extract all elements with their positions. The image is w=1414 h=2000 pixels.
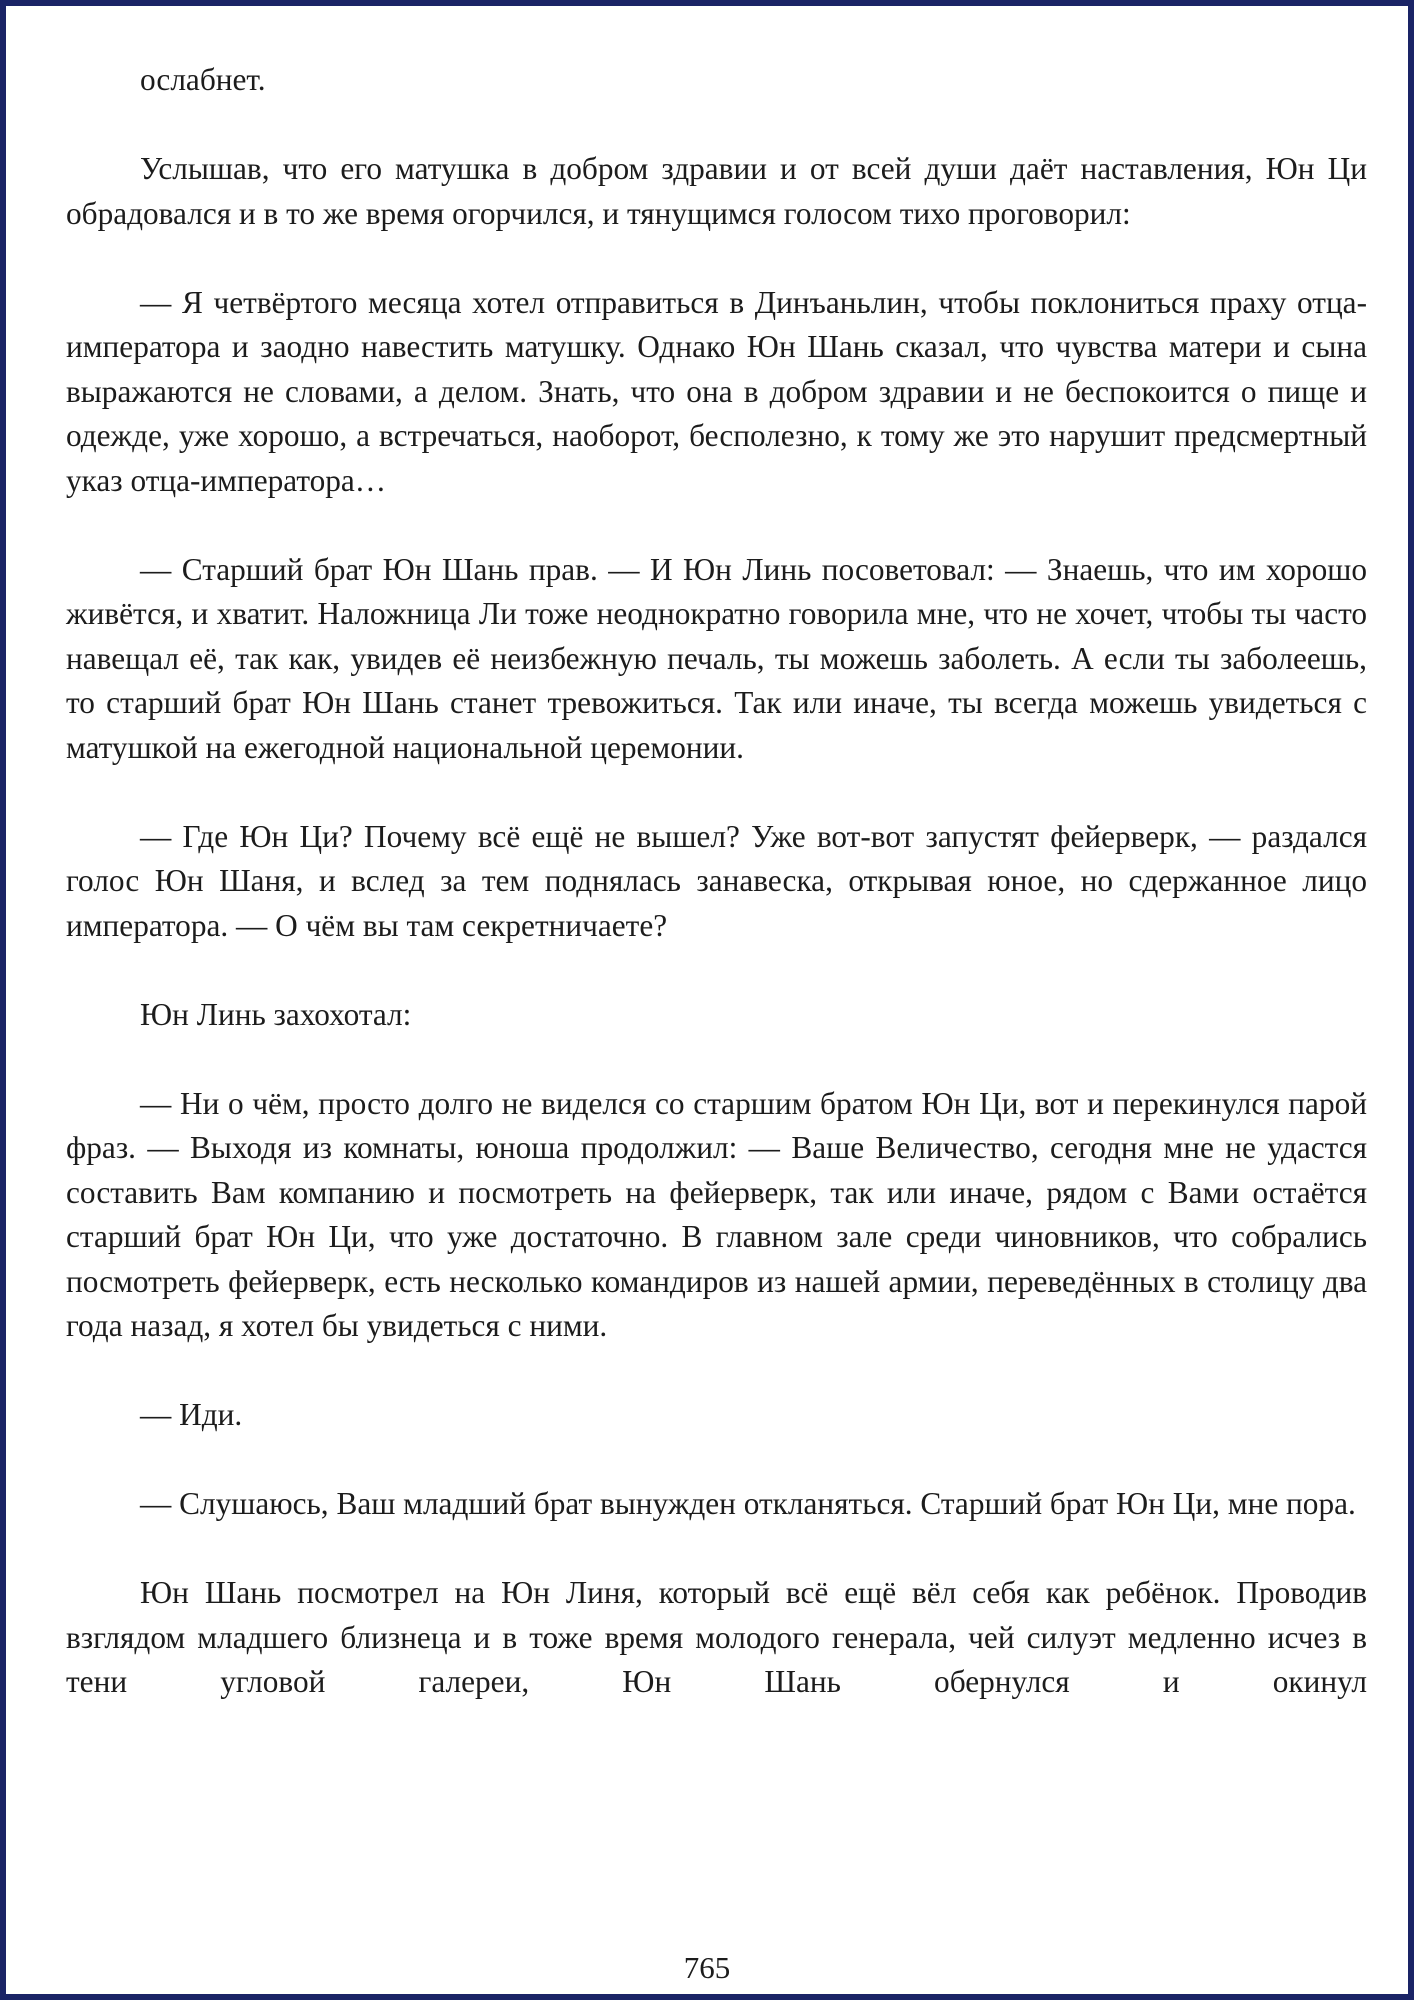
- paragraph: — Я четвёртого месяца хотел отправиться в Динъаньлин, чтобы поклониться праху отца-императора и заодно навестить матушку. Однако Юн Шань сказал, что чувства матери и сына выражаются не словами, а делом. Знать, что она в добром здравии и не беспокоится о пище и одежде, уже хорошо, а встречаться, наоборот, бесполезно, к тому же это нарушит предсмертный указ отца-императора…: [66, 284, 1367, 498]
- paragraph: Юн Шань посмотрел на Юн Линя, который всё ещё вёл себя как ребёнок. Проводив взглядом младшего близнеца и в тоже время молодого генерала, чей силуэт медленно исчез в тени угловой галереи, Юн Шань обернулся и окинул: [66, 1575, 1367, 1699]
- page-number: 765: [683, 1950, 731, 1985]
- paragraph: — Слушаюсь, Ваш младший брат вынужден откланяться. Старший брат Юн Ци, мне пора.: [140, 1486, 1356, 1521]
- paragraph: Услышав, что его матушка в добром здравии и от всей души даёт наставления, Юн Ци обрадовался и в то же время огорчился, и тянущимся голосом тихо проговорил:: [66, 151, 1367, 231]
- paragraph: — Иди.: [140, 1397, 243, 1432]
- paragraph: — Где Юн Ци? Почему всё ещё не вышел? Уже вот-вот запустят фейерверк, — раздался голос Юн Шаня, и вслед за тем поднялась занавеска, открывая юное, но сдержанное лицо императора. — О чём вы там секретничаете?: [66, 818, 1367, 943]
- paragraph: — Старший брат Юн Шань прав. — И Юн Линь посоветовал: — Знаешь, что им хорошо живётся, и хватит. Наложница Ли тоже неоднократно говорила мне, что не хочет, чтобы ты часто навещал её, так как, увидев её неизбежную печаль, ты можешь заболеть. А если ты заболеешь, то старший брат Юн Шань станет тревожиться. Так или иначе, ты всегда можешь увидеться с матушкой на ежегодной национальной церемонии.: [66, 551, 1367, 765]
- page-body: [66, 58, 1367, 1705]
- paragraph: — Ни о чём, просто долго не виделся со старшим братом Юн Ци, вот и перекинулся парой фраз. — Выходя из комнаты, юноша продолжил: — Ваше Величество, сегодня мне не удастся составить Вам компанию и посмотреть на фейерверк, так или иначе, рядом с Вами остаётся старший брат Юн Ци, что уже достаточно. В главном зале среди чиновников, что собрались посмотреть фейерверк, есть несколько командиров из нашей армии, переведённых в столицу два года назад, я хотел бы увидеться с ними.: [66, 1085, 1367, 1343]
- paragraph: Юн Линь захохотал:: [140, 996, 412, 1032]
- book-page: [6, 6, 1408, 1994]
- paragraph: ослабнет.: [140, 62, 266, 97]
